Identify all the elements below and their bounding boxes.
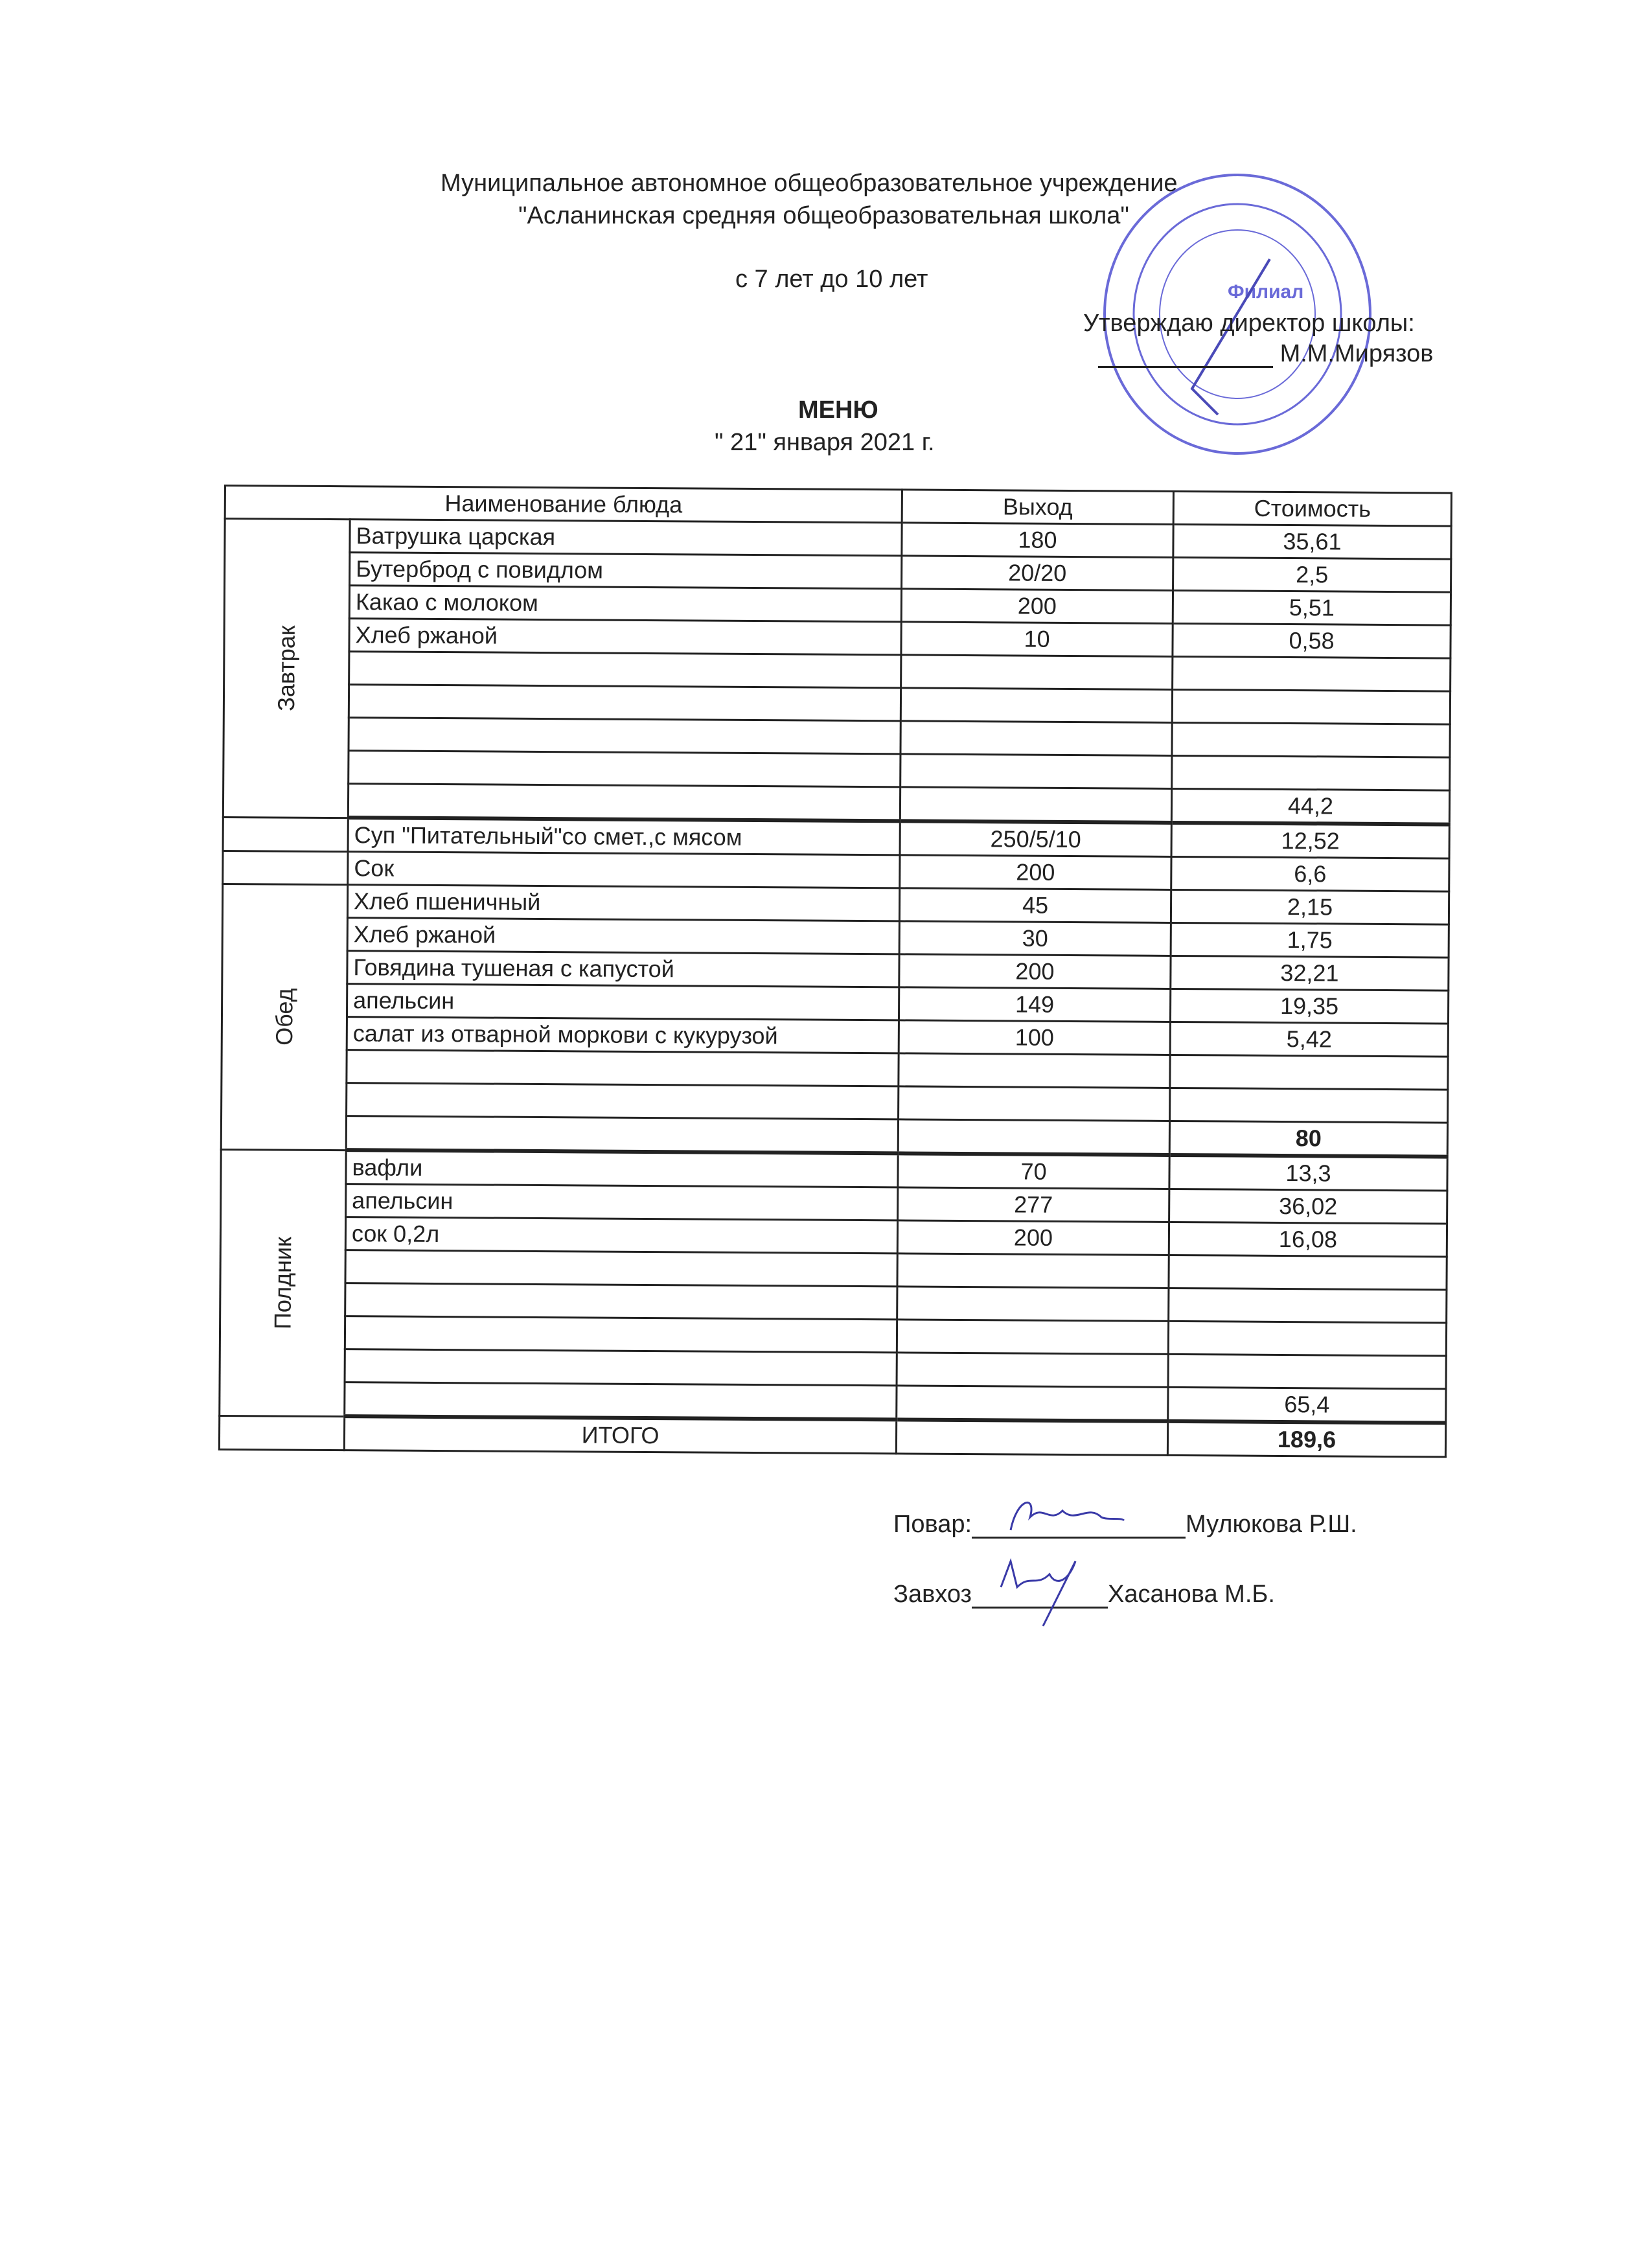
dish-output — [897, 1320, 1168, 1355]
manager-handwritten-signature — [991, 1548, 1095, 1632]
dish-name — [349, 685, 901, 721]
dish-name: вафли — [346, 1150, 898, 1187]
dish-name: Говядина тушеная с капустой — [347, 951, 899, 987]
total-label: ИТОГО — [344, 1416, 896, 1454]
column-header-output: Выход — [902, 490, 1173, 525]
dish-output — [898, 1119, 1169, 1155]
menu-date: " 21" января 2021 г. — [715, 429, 935, 456]
dish-name: Ватрушка царская — [350, 520, 902, 556]
dish-name — [345, 1283, 897, 1320]
dish-output: 277 — [898, 1187, 1169, 1222]
manager-name: Хасанова М.Б. — [1107, 1581, 1275, 1608]
dish-name: Бутерброд с повидлом — [350, 553, 902, 589]
dish-cost — [1169, 1255, 1447, 1290]
dish-name — [349, 718, 901, 754]
age-range: с 7 лет до 10 лет — [735, 266, 928, 293]
dish-output: 30 — [899, 921, 1171, 956]
dish-output — [897, 1254, 1169, 1289]
dish-output — [901, 721, 1172, 756]
cook-name: Мулюкова Р.Ш. — [1186, 1511, 1357, 1538]
dish-cost: 12,52 — [1171, 823, 1449, 858]
dish-output: 200 — [899, 954, 1171, 989]
dish-output: 45 — [899, 888, 1171, 923]
dish-output — [901, 655, 1173, 690]
dish-output: 20/20 — [902, 556, 1173, 591]
dish-cost: 5,42 — [1170, 1022, 1448, 1057]
director-name: М.М.Мирязов — [1279, 340, 1434, 367]
dish-output — [901, 688, 1172, 723]
dish-cost — [1169, 1288, 1447, 1323]
dish-cost: 2,5 — [1173, 557, 1451, 592]
dish-cost: 6,6 — [1171, 856, 1449, 891]
dish-cost: 13,3 — [1169, 1155, 1447, 1191]
dish-cost — [1168, 1321, 1446, 1356]
dish-name: Хлеб ржаной — [347, 918, 899, 954]
dish-cost: 65,4 — [1168, 1387, 1446, 1423]
approve-title: Утверждаю директор школы: — [1083, 310, 1415, 337]
dish-output — [897, 1386, 1168, 1421]
dish-name — [347, 1083, 899, 1119]
dish-output — [899, 1053, 1170, 1088]
dish-cost: 1,75 — [1171, 922, 1449, 957]
dish-cost — [1168, 1354, 1446, 1389]
dish-name: Хлеб ржаной — [349, 619, 901, 655]
dish-cost — [1170, 1055, 1448, 1090]
extra-rows — [223, 817, 1450, 891]
dish-name: апельсин — [347, 984, 899, 1020]
dish-output: 180 — [902, 523, 1173, 558]
dish-cost: 44,2 — [1171, 788, 1449, 824]
dish-name: Какао с молоком — [349, 586, 901, 622]
dish-output — [897, 1353, 1168, 1388]
column-header-name: Наименование блюда — [225, 486, 902, 523]
dish-output: 200 — [901, 589, 1173, 624]
breakfast-section — [223, 519, 1451, 825]
dish-cost — [1172, 689, 1450, 724]
section-label: Завтрак — [272, 625, 300, 711]
dish-output: 200 — [900, 855, 1171, 890]
dish-name: Суп "Питательный"со смет.,с мясом — [348, 818, 900, 855]
cook-label: Повар: — [893, 1511, 972, 1538]
total-row — [219, 1415, 1445, 1457]
dish-output: 149 — [899, 987, 1170, 1022]
dish-output: 200 — [897, 1220, 1169, 1255]
stamp-text: Филиал — [1228, 281, 1304, 303]
dish-name — [345, 1250, 897, 1287]
dish-name — [345, 1382, 897, 1420]
dish-cost: 32,21 — [1171, 956, 1449, 991]
dish-output — [899, 1086, 1170, 1121]
dish-cost: 80 — [1169, 1121, 1447, 1156]
org-name-line2: "Асланинская средняя общеобразовательная школа" — [518, 202, 1129, 229]
section-label: Обед — [270, 988, 298, 1046]
dish-cost: 19,35 — [1170, 989, 1448, 1024]
dish-cost — [1173, 656, 1451, 691]
dish-cost: 35,61 — [1173, 524, 1451, 559]
dish-name: салат из отварной моркови с кукурузой — [347, 1017, 899, 1053]
dish-cost: 5,51 — [1173, 590, 1451, 625]
menu-table — [218, 485, 1452, 1458]
cook-signature — [893, 1511, 1357, 1539]
dish-name — [348, 784, 900, 821]
dish-name — [346, 1116, 898, 1154]
snack-section — [220, 1149, 1447, 1423]
dish-output: 10 — [901, 622, 1173, 657]
dish-cost — [1172, 722, 1450, 757]
director-signature-line — [1098, 340, 1433, 368]
dish-name — [345, 1349, 897, 1386]
dish-name — [345, 1316, 897, 1353]
dish-cost: 2,15 — [1171, 889, 1449, 924]
dish-output: 100 — [899, 1020, 1170, 1055]
column-header-cost: Стоимость — [1173, 491, 1451, 526]
dish-cost — [1170, 1088, 1448, 1123]
section-label: Полдник — [269, 1236, 296, 1329]
dish-name: апельсин — [346, 1184, 898, 1220]
manager-label: Завхоз — [893, 1581, 972, 1608]
dish-output — [901, 754, 1172, 789]
lunch-section — [221, 884, 1449, 1156]
dish-name — [347, 1050, 899, 1086]
org-name-line1: Муниципальное автономное общеобразовательное учреждение — [441, 170, 1178, 197]
dish-name: Хлеб пшеничный — [347, 885, 899, 921]
dish-name — [349, 751, 901, 787]
dish-cost: 36,02 — [1169, 1189, 1447, 1224]
dish-cost — [1172, 755, 1450, 790]
dish-output: 250/5/10 — [900, 821, 1171, 856]
menu-title: МЕНЮ — [798, 396, 878, 424]
dish-cost: 16,08 — [1169, 1222, 1447, 1257]
total-value: 189,6 — [1167, 1421, 1445, 1457]
dish-output — [897, 1287, 1169, 1322]
dish-name: сок 0,2л — [345, 1217, 897, 1254]
dish-output: 70 — [898, 1153, 1169, 1189]
dish-cost: 0,58 — [1173, 623, 1451, 658]
dish-name: Сок — [348, 852, 900, 888]
dish-name — [349, 652, 901, 688]
manager-signature — [893, 1581, 1275, 1609]
dish-output — [900, 787, 1171, 823]
cook-handwritten-signature — [998, 1491, 1127, 1543]
